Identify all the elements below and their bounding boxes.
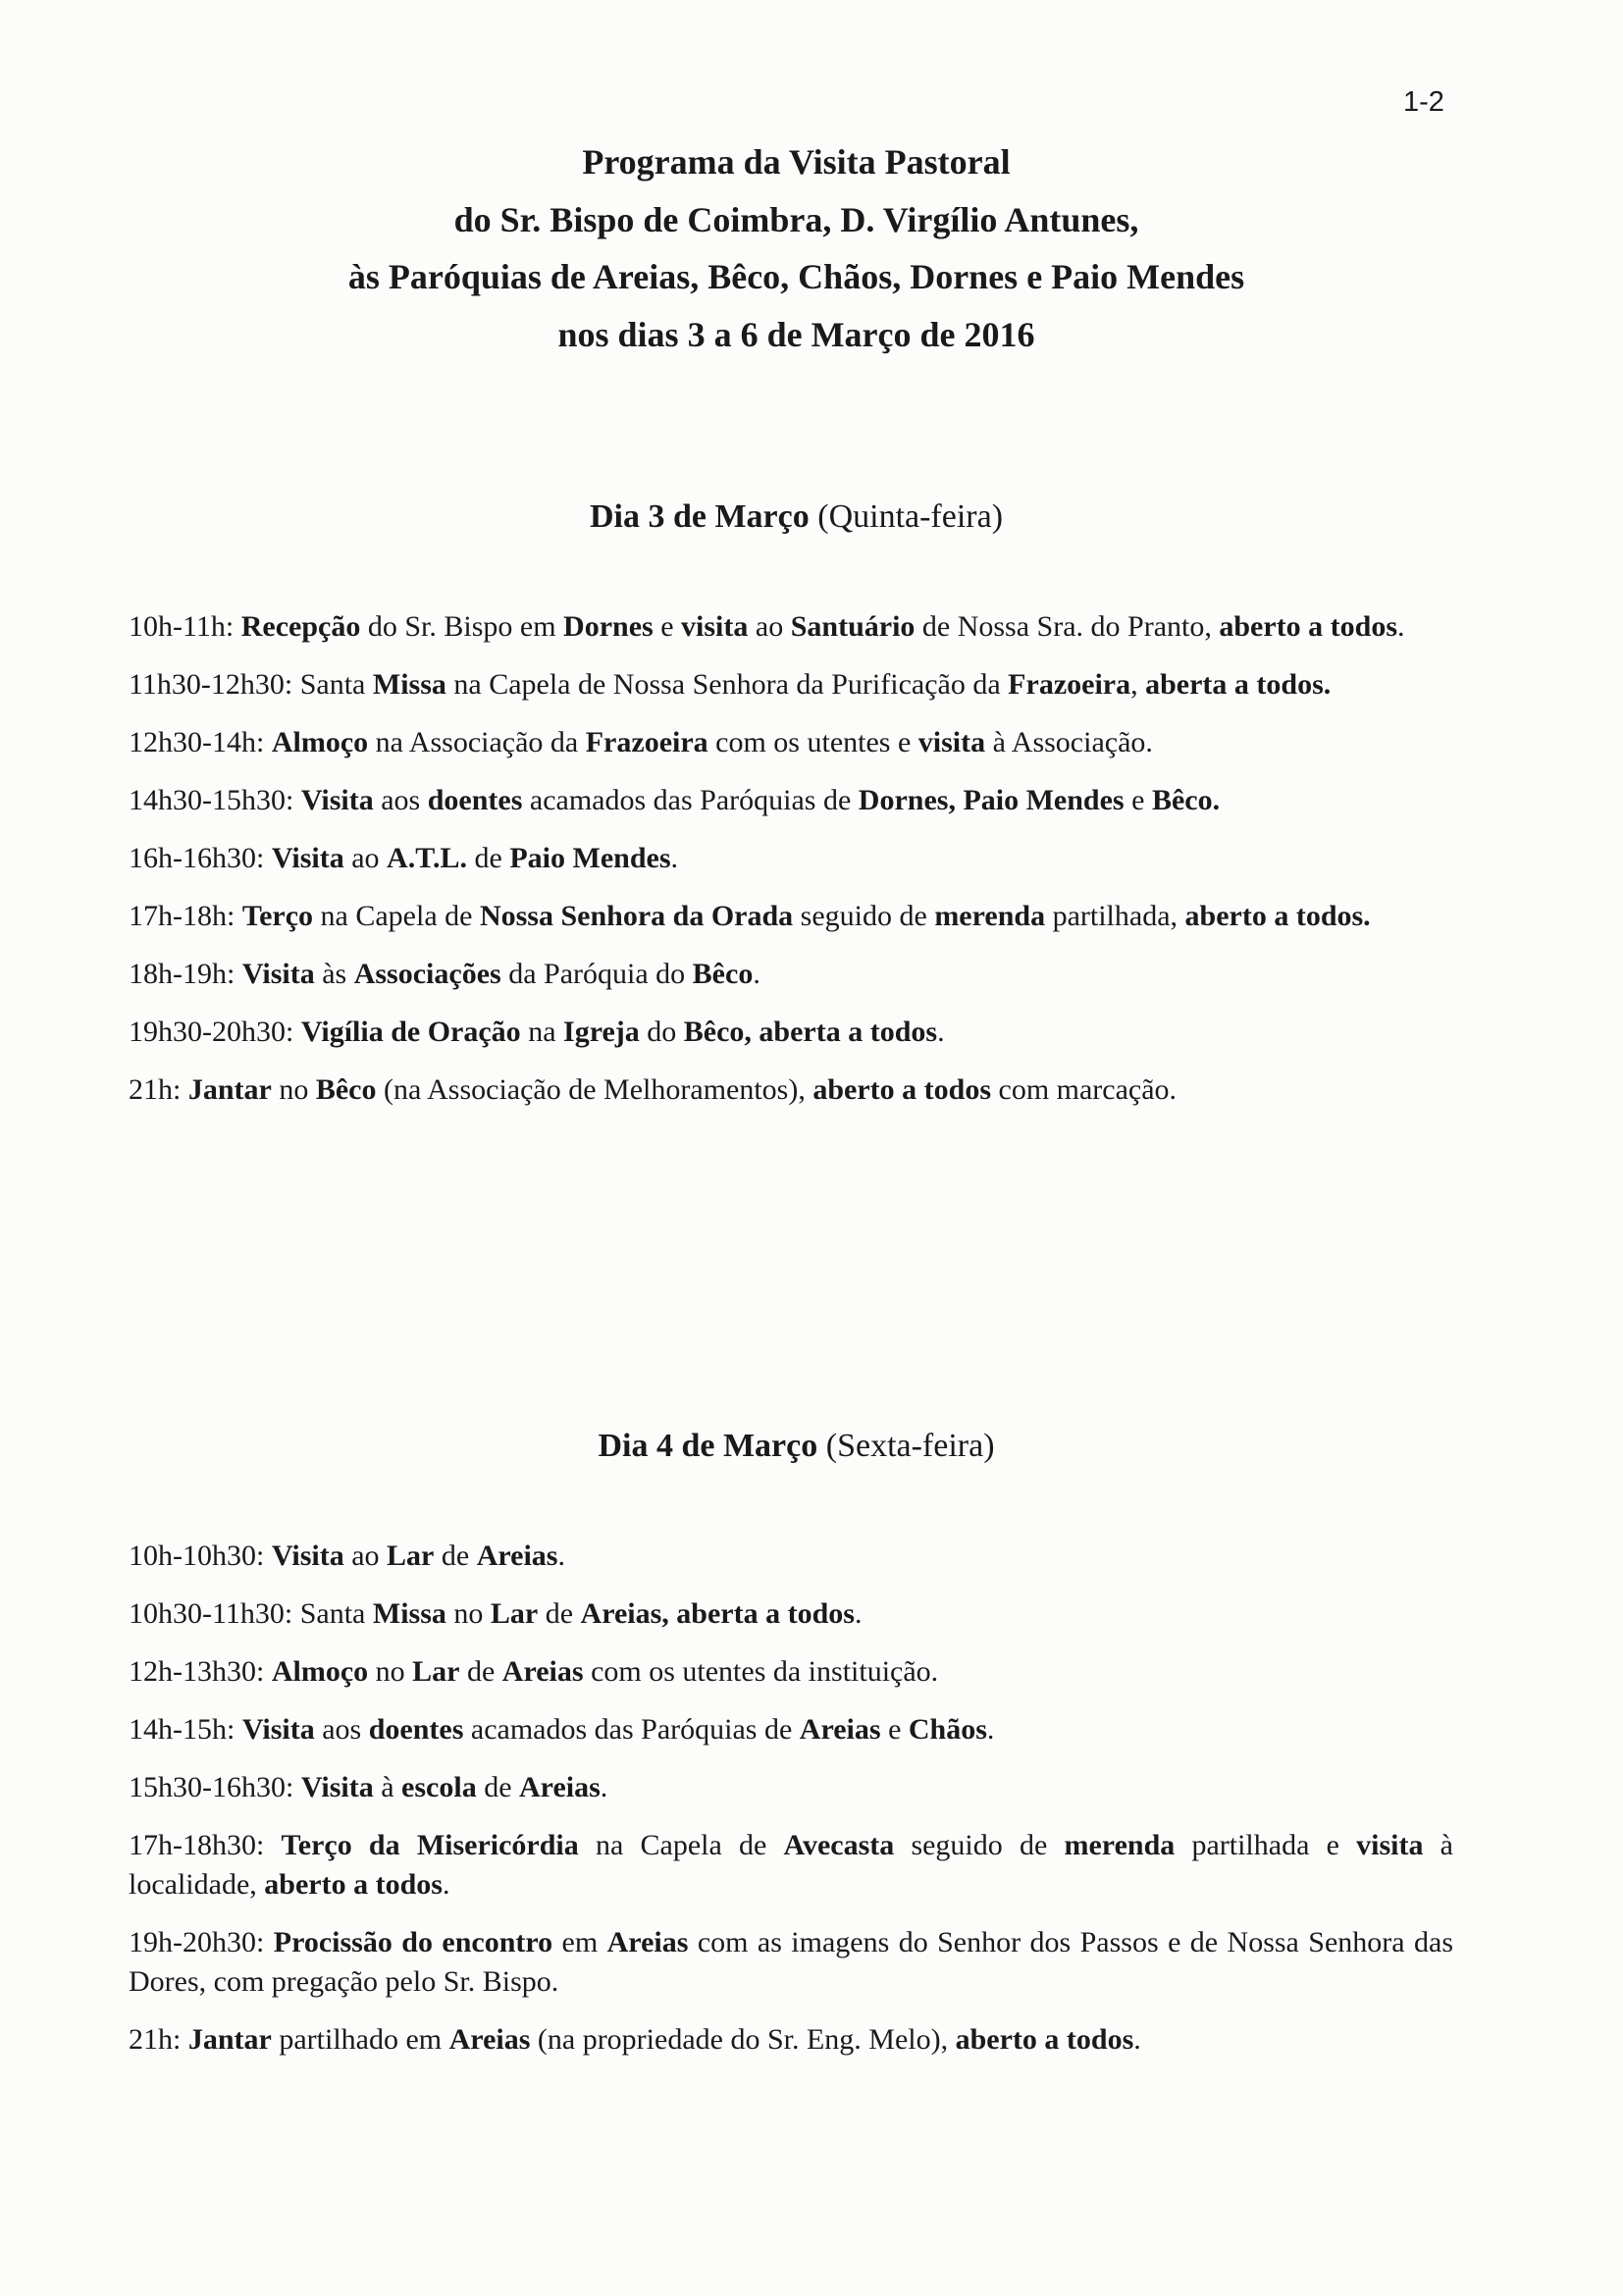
schedule-entry <box>129 1537 1453 1576</box>
entry-text-bold: Avecasta <box>783 1829 895 1861</box>
entry-text-bold: Frazoeira <box>1008 668 1131 701</box>
schedule-entry <box>129 607 1453 647</box>
entry-text: . <box>442 1868 450 1901</box>
entry-text: 17h-18h30: <box>129 1829 282 1861</box>
entry-text-bold: Areias <box>799 1713 881 1746</box>
entry-text-bold: Visita <box>300 784 374 816</box>
entry-text: . <box>937 1016 945 1048</box>
entry-text: (na propriedade do Sr. Eng. Melo), <box>530 2023 956 2056</box>
entry-text-bold: Missa <box>372 1597 446 1630</box>
entry-text: de <box>476 1771 520 1803</box>
entry-text-bold: visita <box>917 726 986 758</box>
schedule-entry <box>129 781 1453 820</box>
entry-text: de <box>434 1539 477 1572</box>
entry-text-bold: Lar <box>412 1655 460 1688</box>
schedule-entry <box>129 1013 1453 1052</box>
entry-text-bold: merenda <box>1064 1829 1176 1861</box>
entry-text-bold: Associações <box>353 958 501 990</box>
entry-text: do Sr. Bispo em <box>360 610 564 643</box>
entry-text: 19h30-20h30: <box>129 1016 301 1048</box>
entry-text: e <box>653 610 682 643</box>
entry-text-bold: aberta a todos. <box>1145 668 1332 701</box>
entry-text-bold: A.T.L. <box>387 842 468 874</box>
entry-text: seguido de <box>793 900 935 932</box>
entry-text-bold: Paio Mendes <box>509 842 671 874</box>
entry-text: acamados das Paróquias de <box>463 1713 800 1746</box>
entry-text: ao <box>343 842 388 874</box>
schedule-entry <box>129 1652 1453 1692</box>
entry-text: (na Associação de Melhoramentos), <box>376 1073 813 1106</box>
schedule-entry <box>129 665 1453 704</box>
entry-text: partilhada, <box>1045 900 1185 932</box>
entry-text: 21h: <box>129 1073 188 1106</box>
entry-text: na Capela de Nossa Senhora da Purificação da <box>445 668 1009 701</box>
entry-text: 10h-10h30: <box>129 1539 272 1572</box>
schedule-entry <box>129 1710 1453 1749</box>
schedule-entry <box>129 1826 1453 1905</box>
entry-text: aos <box>314 1713 369 1746</box>
entry-text: acamados das Paróquias de <box>522 784 859 816</box>
entry-text: . <box>854 1597 863 1630</box>
entry-text-bold: aberto a todos. <box>1184 900 1371 932</box>
entry-text-bold: Terço da Misericórdia <box>281 1829 579 1861</box>
entry-text: . <box>1397 610 1405 643</box>
entry-text: ao <box>748 610 791 643</box>
entry-text: de Nossa Sra. do Pranto, <box>915 610 1220 643</box>
entry-text-bold: Bêco. <box>1151 784 1221 816</box>
entry-text: . <box>753 958 760 990</box>
schedule-entry <box>129 839 1453 878</box>
title-line: nos dias 3 a 6 de Março de 2016 <box>557 314 1035 354</box>
entry-text: de <box>467 842 510 874</box>
entry-text-bold: Visita <box>241 1713 315 1746</box>
entry-text-bold: Procissão do encontro <box>273 1926 553 1958</box>
entry-text: no <box>368 1655 413 1688</box>
entry-text-bold: Terço <box>241 900 314 932</box>
entry-text-bold: visita <box>1356 1829 1424 1861</box>
entry-text-bold: Missa <box>372 668 446 701</box>
entry-text-bold: Chãos <box>908 1713 987 1746</box>
entry-text: na Associação da <box>368 726 586 758</box>
entry-text-bold: Santuário <box>790 610 916 643</box>
day-heading-date: Dia 3 de Março <box>589 498 810 535</box>
entry-text: . <box>600 1771 608 1803</box>
entry-text-bold: Areias <box>519 1771 601 1803</box>
entry-text: e <box>1124 784 1152 816</box>
entry-text: com as imagens do Senhor dos Passos e de Nossa Senhora das Dores, com pregação pelo Sr. Bispo. <box>129 1926 1454 1998</box>
entry-text: na Capela de <box>578 1829 784 1861</box>
entry-text: aos <box>373 784 428 816</box>
entry-text: à localidade, <box>129 1829 1453 1901</box>
entry-text: com os utentes da instituição. <box>583 1655 939 1688</box>
entry-text: na <box>520 1016 564 1048</box>
entry-text: no <box>445 1597 491 1630</box>
entry-text: seguido de <box>894 1829 1065 1861</box>
day-heading-march-3 <box>0 498 1593 536</box>
entry-text: 21h: <box>129 2023 188 2056</box>
entry-text-bold: Visita <box>241 958 315 990</box>
entry-text: 15h30-16h30: <box>129 1771 301 1803</box>
entry-text-bold: Nossa Senhora da Orada <box>479 900 794 932</box>
entry-text-bold: Areias <box>501 1655 584 1688</box>
entry-text-bold: aberto a todos <box>812 1073 991 1106</box>
entry-text: da Paróquia do <box>500 958 693 990</box>
entry-text-bold: aberto a todos <box>1219 610 1398 643</box>
entry-text-bold: aberto a todos <box>955 2023 1134 2056</box>
entry-text: na Capela de <box>313 900 480 932</box>
schedule-entry <box>129 1923 1453 2002</box>
entry-text: em <box>552 1926 607 1958</box>
entry-text-bold: Areias <box>606 1926 689 1958</box>
title-line: do Sr. Bispo de Coimbra, D. Virgílio Antunes, <box>453 199 1139 239</box>
title-line: Programa da Visita Pastoral <box>582 142 1011 182</box>
entry-text-bold: Frazoeira <box>585 726 708 758</box>
entry-text: às <box>314 958 354 990</box>
entry-text: 17h-18h: <box>129 900 242 932</box>
entry-text: 16h-16h30: <box>129 842 272 874</box>
entry-text-bold: Bêco <box>315 1073 377 1106</box>
entry-text-bold: Visita <box>300 1771 374 1803</box>
entry-text: ao <box>343 1539 388 1572</box>
schedule-entry <box>129 723 1453 762</box>
entry-text-bold: doentes <box>427 784 523 816</box>
entry-text: . <box>1133 2023 1141 2056</box>
entry-text-bold: Bêco <box>692 958 754 990</box>
entry-text: 10h30-11h30: Santa <box>129 1597 373 1630</box>
entry-text-bold: Lar <box>387 1539 435 1572</box>
schedule-entry <box>129 1594 1453 1634</box>
event-list-march-4 <box>129 1537 1453 2078</box>
entry-text: partilhada e <box>1175 1829 1357 1861</box>
entry-text-bold: Areias <box>448 2023 531 2056</box>
entry-text-bold: aberto a todos <box>264 1868 443 1901</box>
entry-text: e <box>880 1713 909 1746</box>
entry-text-bold: Lar <box>490 1597 539 1630</box>
entry-text-bold: Almoço <box>271 1655 369 1688</box>
entry-text: , <box>1130 668 1146 701</box>
entry-text-bold: Dornes <box>563 610 654 643</box>
entry-text-bold: Areias, aberta a todos <box>580 1597 855 1630</box>
entry-text: . <box>670 842 678 874</box>
day-heading-weekday: (Sexta-feira) <box>817 1428 995 1464</box>
entry-text-bold: Areias <box>476 1539 558 1572</box>
schedule-entry <box>129 2020 1453 2060</box>
event-list-march-3 <box>129 607 1453 1128</box>
entry-text: 10h-11h: <box>129 610 241 643</box>
entry-text: 14h30-15h30: <box>129 784 301 816</box>
entry-text: 14h-15h: <box>129 1713 242 1746</box>
entry-text-bold: Visita <box>271 842 344 874</box>
entry-text: 12h30-14h: <box>129 726 272 758</box>
entry-text-bold: escola <box>401 1771 477 1803</box>
schedule-entry <box>129 1070 1453 1110</box>
entry-text: 11h30-12h30: Santa <box>129 668 373 701</box>
entry-text-bold: visita <box>681 610 749 643</box>
entry-text-bold: doentes <box>368 1713 464 1746</box>
title-line: às Paróquias de Areias, Bêco, Chãos, Dornes e Paio Mendes <box>347 257 1245 296</box>
schedule-entry <box>129 1768 1453 1807</box>
entry-text-bold: Dornes, Paio Mendes <box>858 784 1125 816</box>
entry-text-bold: merenda <box>934 900 1046 932</box>
entry-text: com marcação. <box>991 1073 1178 1106</box>
day-heading-date: Dia 4 de Março <box>598 1428 818 1464</box>
entry-text: de <box>538 1597 581 1630</box>
schedule-entry <box>129 897 1453 936</box>
entry-text: . <box>557 1539 565 1572</box>
entry-text-bold: Almoço <box>271 726 369 758</box>
entry-text: à Associação. <box>985 726 1153 758</box>
entry-text: partilhado em <box>271 2023 449 2056</box>
entry-text: 19h-20h30: <box>129 1926 274 1958</box>
entry-text-bold: Recepção <box>240 610 361 643</box>
schedule-entry <box>129 955 1453 994</box>
entry-text: com os utentes e <box>707 726 918 758</box>
entry-text: 12h-13h30: <box>129 1655 272 1688</box>
page-number: 1-2 <box>1403 86 1444 118</box>
document-title <box>0 133 1593 363</box>
entry-text: no <box>271 1073 316 1106</box>
day-heading-march-4 <box>0 1428 1593 1465</box>
entry-text-bold: Visita <box>271 1539 344 1572</box>
entry-text-bold: Bêco, aberta a todos <box>683 1016 938 1048</box>
entry-text: do <box>639 1016 684 1048</box>
entry-text: à <box>373 1771 402 1803</box>
day-heading-weekday: (Quinta-feira) <box>809 498 1004 535</box>
entry-text: . <box>986 1713 995 1746</box>
entry-text: 18h-19h: <box>129 958 242 990</box>
entry-text-bold: Vigília de Oração <box>300 1016 521 1048</box>
entry-text: de <box>459 1655 502 1688</box>
entry-text-bold: Jantar <box>187 2023 272 2056</box>
entry-text-bold: Jantar <box>187 1073 272 1106</box>
entry-text-bold: Igreja <box>563 1016 640 1048</box>
